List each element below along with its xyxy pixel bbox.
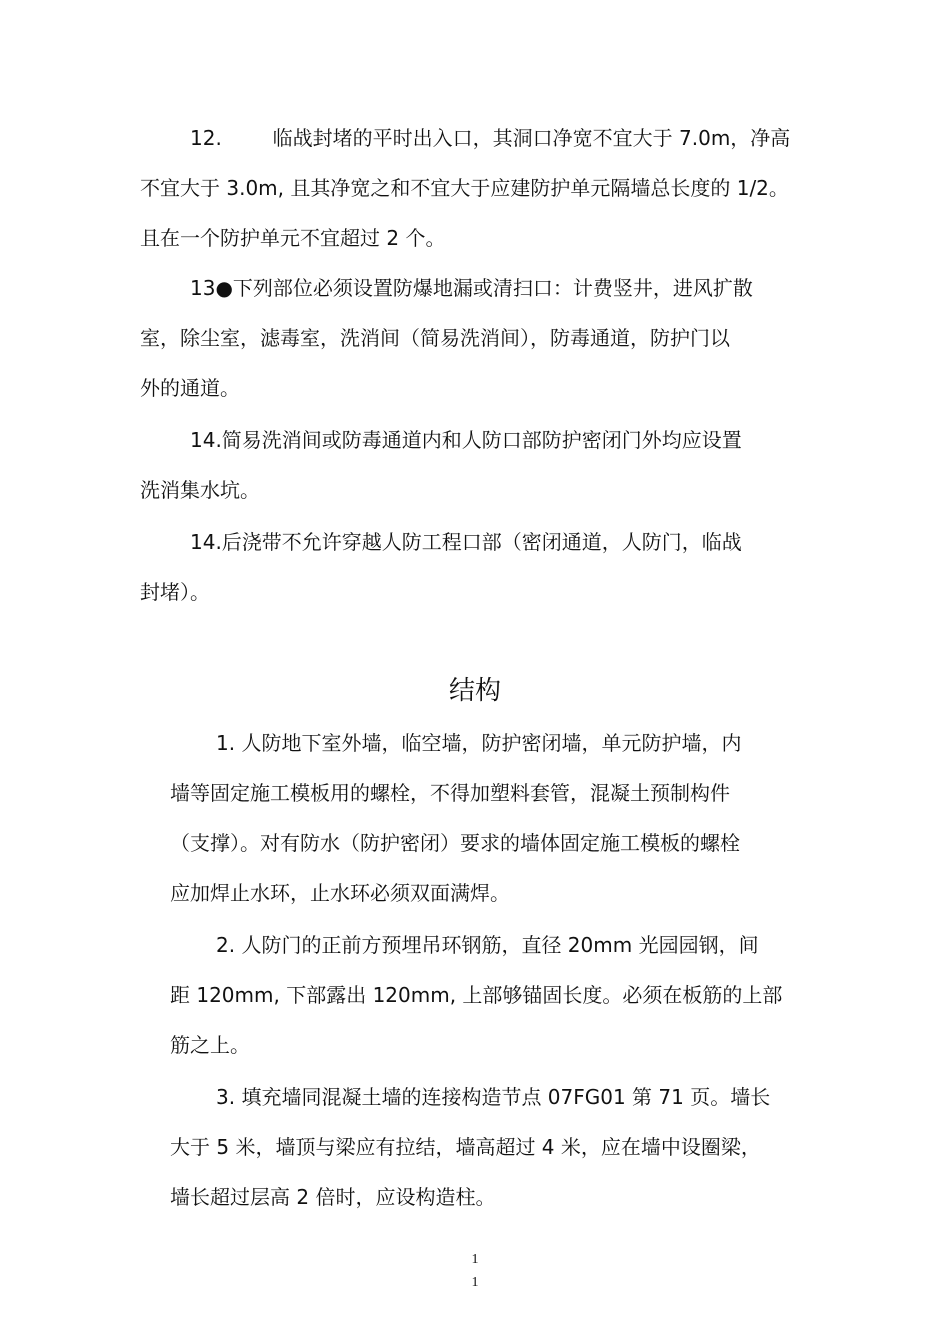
paragraph-line: 3. 填充墙同混凝土墙的连接构造节点 07FG01 第 71 页。墙长 (216, 1085, 771, 1109)
structure-item-2 (170, 920, 830, 1070)
paragraph-line: 距 120mm, 下部露出 120mm, 上部够锚固长度。必须在板筋的上部 (170, 983, 783, 1007)
paragraph-line: 2. 人防门的正前方预埋吊环钢筋，直径 20mm 光园园钢，间 (216, 933, 759, 957)
paragraph-line: 不宜大于 3.0m, 且其净宽之和不宜大于应建防护单元隔墙总长度的 1/2。 (140, 176, 789, 200)
paragraph-line: 封堵）。 (140, 580, 210, 604)
paragraph-12 (140, 113, 830, 263)
paragraph-line: 墙等固定施工模板用的螺栓，不得加塑料套管，混凝土预制构件 (170, 781, 730, 805)
paragraph-line: 洗消集水坑。 (140, 478, 260, 502)
paragraph-line: 应加焊止水环，止水环必须双面满焊。 (170, 881, 510, 905)
paragraph-14a (140, 415, 830, 515)
page-number: 1 (471, 1252, 479, 1267)
paragraph-line: 筋之上。 (170, 1033, 250, 1057)
paragraph-line: 且在一个防护单元不宜超过 2 个。 (140, 226, 446, 250)
section-title: 结构 (448, 676, 501, 706)
paragraph-line: 墙长超过层高 2 倍时，应设构造柱。 (170, 1185, 496, 1209)
paragraph-line: 13●下列部位必须设置防爆地漏或清扫口：计费竖井，进风扩散 (190, 276, 753, 300)
paragraph-line: 室，除尘室，滤毒室，洗消间（简易洗消间），防毒通道，防护门以 (140, 326, 730, 350)
paragraph-line: 14.简易洗消间或防毒通道内和人防口部防护密闭门外均应设置 (190, 428, 742, 452)
structure-item-1 (170, 718, 830, 918)
paragraph-14b (140, 517, 830, 617)
paragraph-line: 大于 5 米，墙顶与梁应有拉结，墙高超过 4 米，应在墙中设圈梁， (170, 1135, 761, 1159)
structure-item-3 (170, 1072, 830, 1222)
paragraph-line: 1. 人防地下室外墙，临空墙，防护密闭墙，单元防护墙，内 (216, 731, 742, 755)
paragraph-line: 外的通道。 (140, 376, 240, 400)
page-number-duplicate: 1 (471, 1275, 479, 1290)
paragraph-13 (140, 263, 830, 413)
paragraph-line: 12. 临战封堵的平时出入口，其洞口净宽不宜大于 7.0m，净高 (190, 126, 791, 150)
paragraph-line: （支撑）。对有防水（防护密闭）要求的墙体固定施工模板的螺栓 (170, 831, 740, 855)
paragraph-line: 14.后浇带不允许穿越人防工程口部（密闭通道，人防门，临战 (190, 530, 742, 554)
